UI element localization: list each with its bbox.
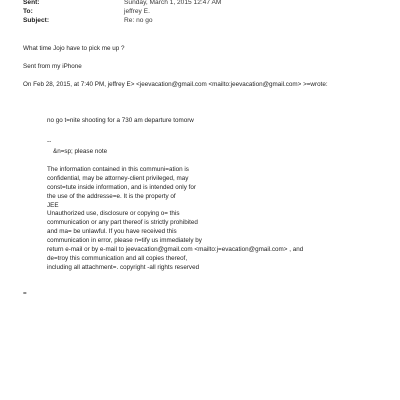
disclaimer-line: confidential, may be attorney-client privileged, may [47,174,189,182]
disclaimer-line: the use of the addresse=e. It is the property of [47,192,176,200]
disclaimer-line: Unauthorized use, disclosure or copying o= this [47,210,180,218]
disclaimer-line: de=troy this communication and all copies thereof, [47,254,188,262]
sent-label: Sent: [23,0,40,6]
subject-label: Subject: [23,17,50,24]
reply-question: What time Jojo have to pick me up ? [23,45,125,52]
to-value: jeffrey E. [124,8,150,15]
separator-dashes: -- [47,138,52,145]
to-label: To: [23,8,33,15]
disclaimer-line: including all attachment=. copyright -all rights reserved [47,263,200,271]
disclaimer-line: JEE [47,201,59,209]
sent-row [23,0,383,8]
quoted-message: no go t=nite shooting for a 730 am departure tomorw [47,117,194,124]
subject-value: Re: no go [124,17,153,24]
please-note-line: &n=sp; please note [53,148,108,155]
disclaimer-line: const=tute inside information, and is intended only for [47,183,196,191]
reply-signature: Sent from my iPhone [23,63,82,70]
to-row [23,8,383,17]
quote-intro: On Feb 28, 2015, at 7:40 PM, jeffrey E> <jeevacation@gmail.com <mailto:jeevacation@gmail.com> >=wrote: [23,81,328,88]
disclaimer-line: communication in error, please n=tify us immediately by [47,237,202,245]
disclaimer-line: return e-mail or by e-mail to jeevacation@gmail.com <mailto:j=evacation@gmail.com> , and [47,246,304,254]
sent-value: Sunday, March 1, 2015 12:47 AM [124,0,222,6]
disclaimer-line: and ma= be unlawful. If you have received this [47,228,177,236]
disclaimer-line: The information contained in this communi=ation is [47,166,189,173]
disclaimer-line: communication or any part thereof is strictly prohibited [47,219,198,227]
confidentiality-disclaimer [47,166,377,273]
trailing-mark: = [23,290,27,297]
subject-row [23,17,383,26]
